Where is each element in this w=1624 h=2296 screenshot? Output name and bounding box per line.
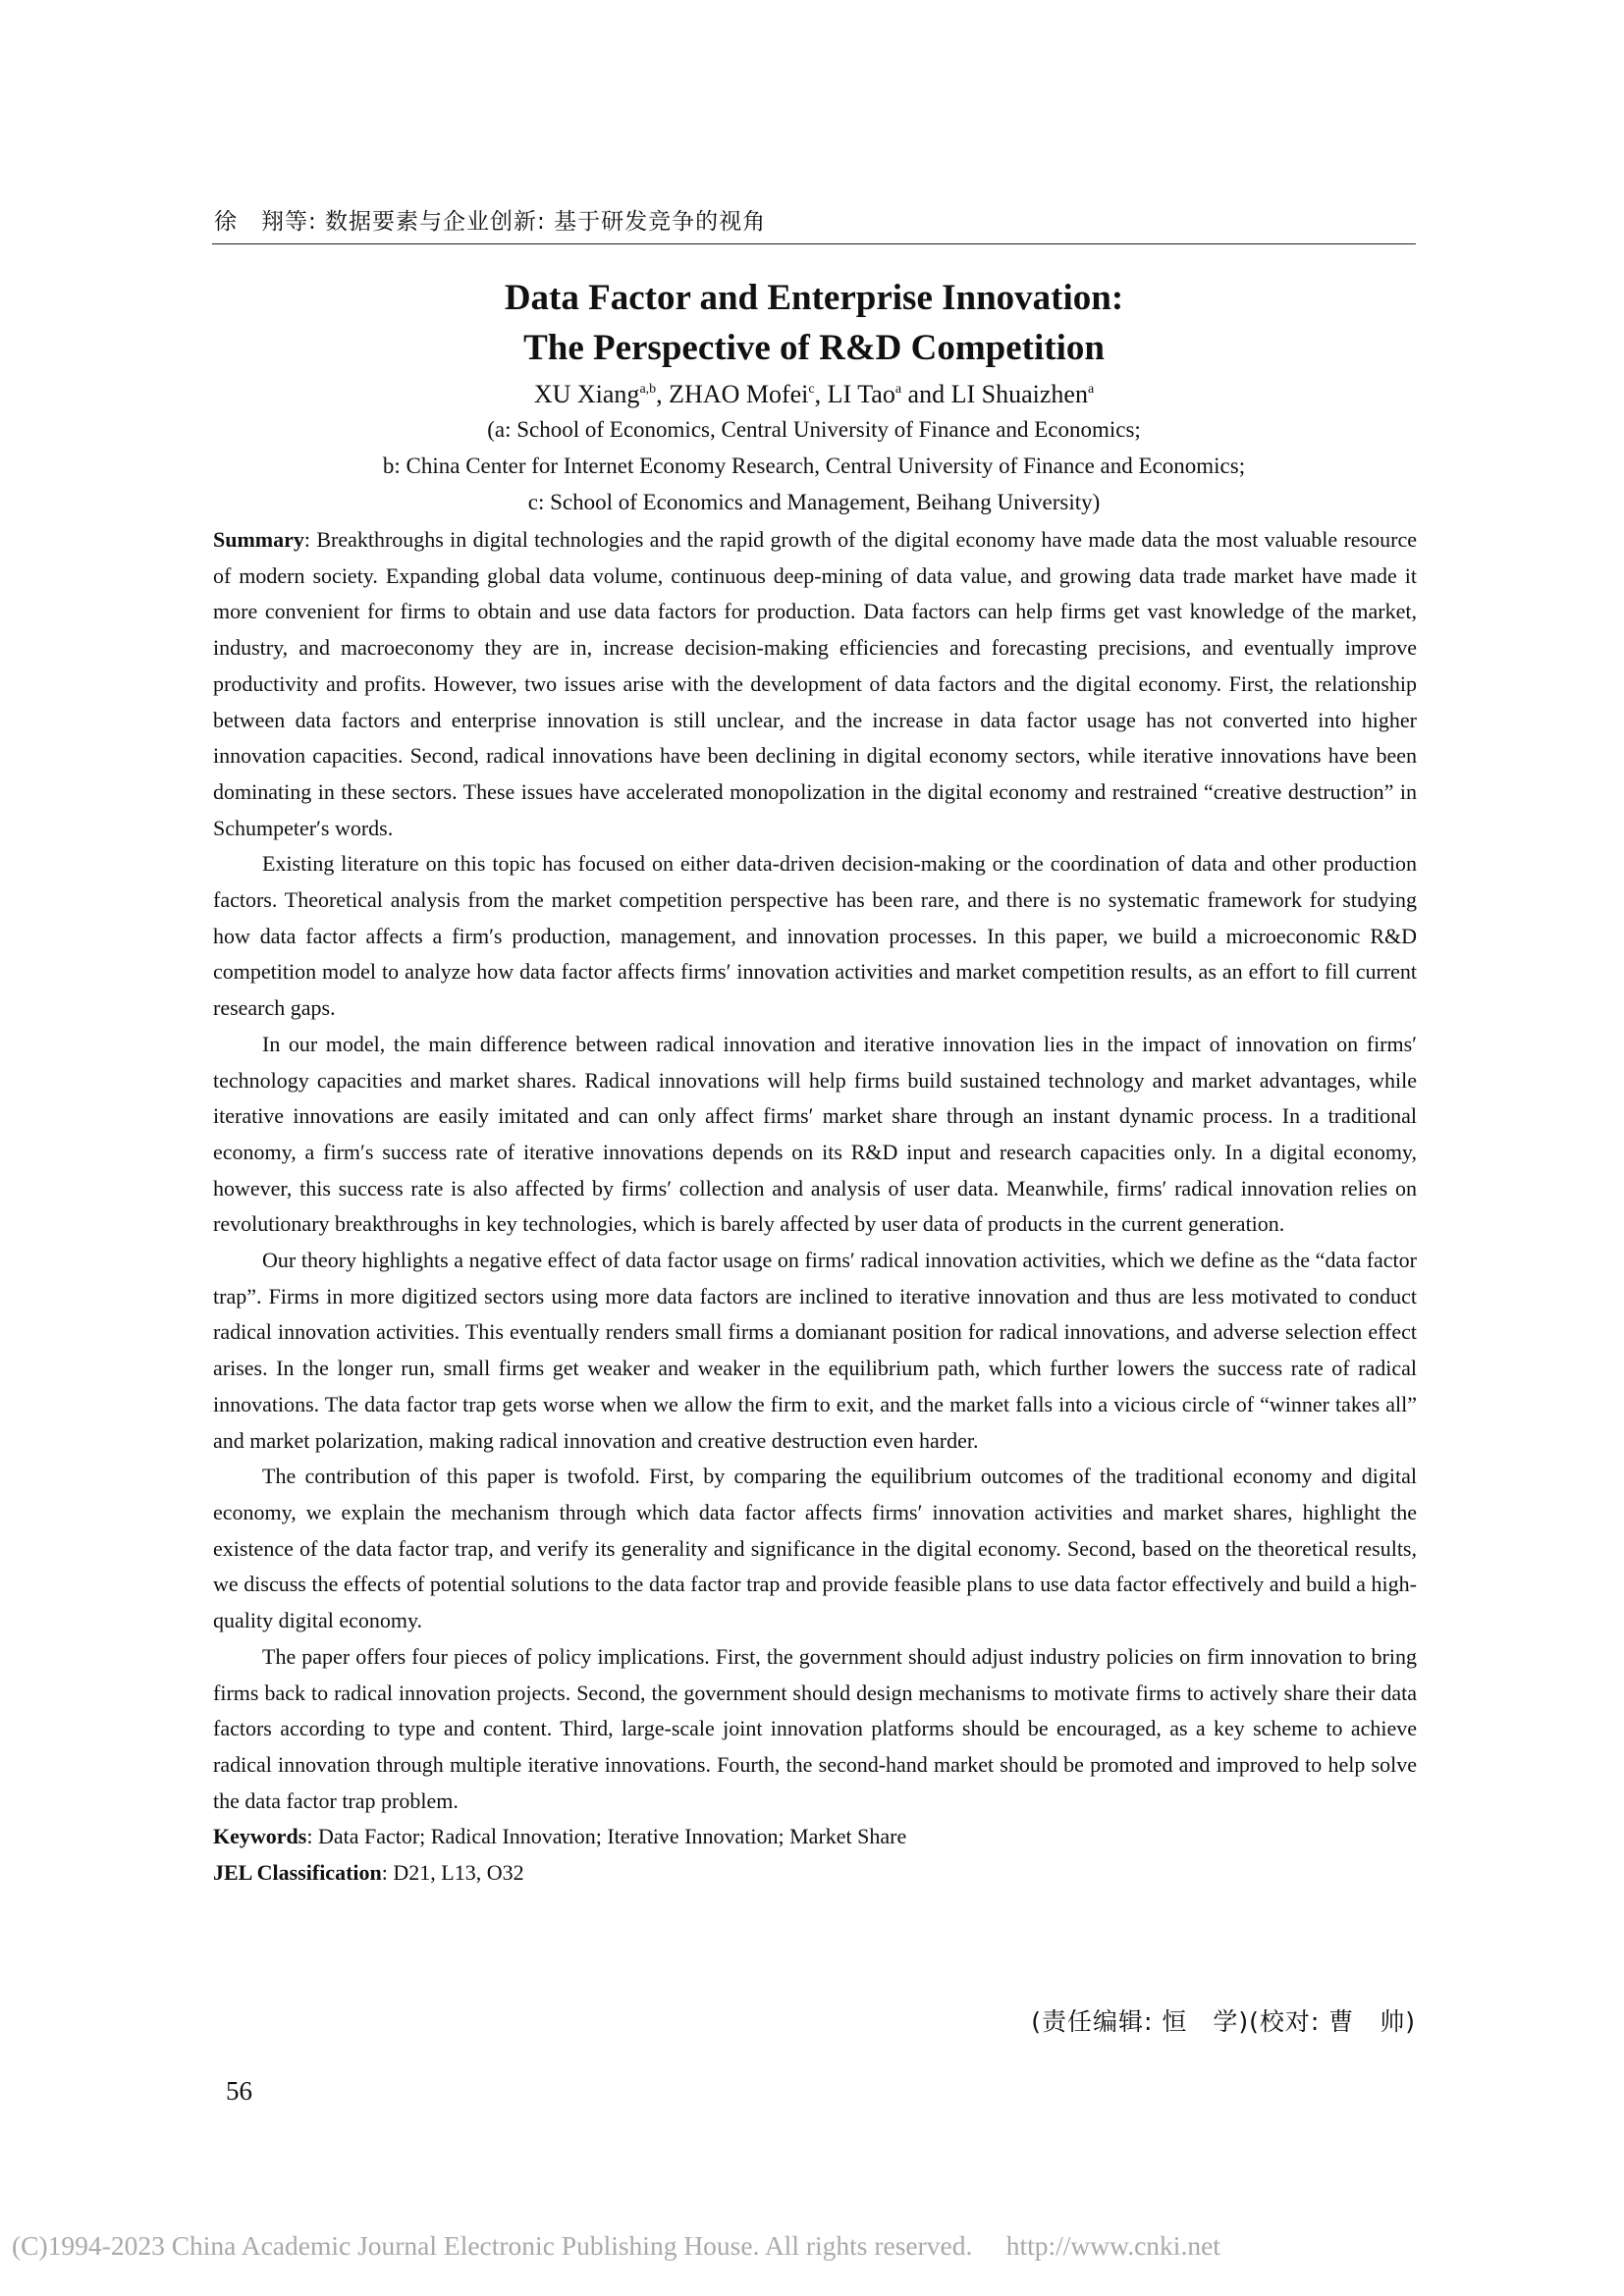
author-affiliation-mark: a	[1087, 382, 1095, 397]
affiliation-c: c: School of Economics and Management, Beihang University)	[527, 490, 1101, 514]
jel-line	[213, 1855, 1417, 1892]
author-name: ZHAO Mofei	[669, 380, 809, 408]
keywords-line	[213, 1819, 1417, 1855]
header-rule	[212, 243, 1416, 244]
author-list	[212, 378, 1416, 411]
body-paragraph: The contribution of this paper is twofold. First, by comparing the equilibrium outcomes of the traditional economy and digital economy, we explain the mechanism through which data factor affects firms′ innovation activities and market shares, highlight the existence of the data factor trap, and verify its generality and significance in the digital economy. Second, based on the theoretical results, we discuss the effects of potential solutions to the data factor trap and provide feasible plans to use data factor effectively and build a high-quality digital economy.	[213, 1464, 1417, 1633]
body-paragraph: Existing literature on this topic has focused on either data-driven decision-making or the coordination of data and other production factors. Theoretical analysis from the market competition perspective has been rare, and there is no systematic framework for studying how data factor affects a firm′s production, management, and innovation processes. In this paper, we build a microeconomic R&D competition model to analyze how data factor affects firms′ innovation activities and market competition results, as an effort to fill current research gaps.	[213, 851, 1417, 1021]
author-name: LI Shuaizhen	[950, 380, 1088, 408]
article-title	[212, 273, 1416, 373]
author-name: LI Tao	[827, 380, 895, 408]
author-affiliation-mark: a	[894, 382, 902, 397]
body-paragraph: In our model, the main difference between radical innovation and iterative innovation lies in the impact of innovation on firms′ technology capacities and market shares. Radical innovations will help firms build sustained technology and market advantages, while iterative innovations are easily imitated and can only affect firms′ market share through an instant dynamic process. In a traditional economy, a firm′s success rate of iterative innovations depends on its R&D input and research capacities only. In a digital economy, however, this success rate is also affected by firms′ collection and analysis of user data. Meanwhile, firms′ radical innovation relies on revolutionary breakthroughs in key technologies, which is barely affected by user data of products in the current generation.	[213, 1031, 1417, 1237]
title-line-2: The Perspective of R&D Competition	[523, 328, 1105, 368]
author-separator: and	[901, 380, 951, 408]
affiliation-a: (a: School of Economics, Central University of Finance and Economics;	[487, 417, 1141, 442]
author-affiliation-mark: a,b	[639, 382, 657, 397]
author-affiliation-mark: c	[808, 382, 815, 397]
keywords-text: : Data Factor; Radical Innovation; Iterative Innovation; Market Share	[306, 1824, 907, 1849]
page-number: 56	[226, 2076, 252, 2106]
jel-text: : D21, L13, O32	[381, 1860, 524, 1886]
author-name: XU Xiang	[533, 380, 640, 408]
author-separator: ,	[656, 380, 670, 408]
keywords-label: Keywords	[213, 1824, 307, 1849]
abstract-body	[213, 522, 1417, 1892]
running-head: 徐 翔等: 数据要素与企业创新: 基于研发竞争的视角	[214, 209, 767, 235]
summary-paragraph	[213, 522, 1417, 846]
author-separator: ,	[814, 380, 828, 408]
copyright-watermark: (C)1994-2023 China Academic Journal Electronic Publishing House. All rights reserved. http://www.cnki.net	[12, 2230, 1220, 2261]
summary-text: : Breakthroughs in digital technologies and the rapid growth of the digital economy have made data the most valuable resource of modern society. Expanding global data volume, continuous deep-mining of data value, and growing data trade market have made it more convenient for firms to obtain and use data factors for production. Data factors can help firms get vast knowledge of the market, industry, and macroeconomy they are in, increase decision-making efficiencies and forecasting precisions, and eventually improve productivity and profits. However, two issues arise with the development of data factors and the digital economy. First, the relationship between data factors and enterprise innovation is still unclear, and the increase in data factor usage has not converted into higher innovation capacities. Second, radical innovations have been declining in digital economy sectors, while iterative innovations have been dominating in these sectors. These issues have accelerated monopolization in the digital economy and restrained “creative destruction” in Schumpeter′s words.	[213, 527, 1417, 840]
body-paragraph: Our theory highlights a negative effect of data factor usage on firms′ radical innovation activities, which we define as the “data factor trap”. Firms in more digitized sectors using more data factors are inclined to iterative innovation and thus are less motivated to conduct radical innovation activities. This eventually renders small firms a domianant position for radical innovations, and adverse selection effect arises. In the longer run, small firms get weaker and weaker in the equilibrium path, which further lowers the success rate of radical innovations. The data factor trap gets worse when we allow the firm to exit, and the market falls into a vicious circle of “winner takes all” and market polarization, making radical innovation and creative destruction even harder.	[213, 1248, 1417, 1453]
editor-note: (责任编辑: 恒 学)(校对: 曹 帅)	[1031, 2007, 1416, 2036]
body-paragraph: The paper offers four pieces of policy implications. First, the government should adjust industry policies on firm innovation to bring firms back to radical innovation projects. Second, the government should design mechanisms to motivate firms to actively share their data factors according to type and content. Third, large-scale joint innovation platforms should be encouraged, as a key scheme to achieve radical innovation through multiple iterative innovations. Fourth, the second-hand market should be promoted and improved to help solve the data factor trap problem.	[213, 1643, 1417, 1813]
title-line-1: Data Factor and Enterprise Innovation:	[504, 278, 1124, 318]
summary-label: Summary	[213, 527, 304, 552]
jel-label: JEL Classification	[213, 1860, 382, 1886]
affiliation-b: b: China Center for Internet Economy Research, Central University of Finance and Economics;	[382, 454, 1246, 478]
